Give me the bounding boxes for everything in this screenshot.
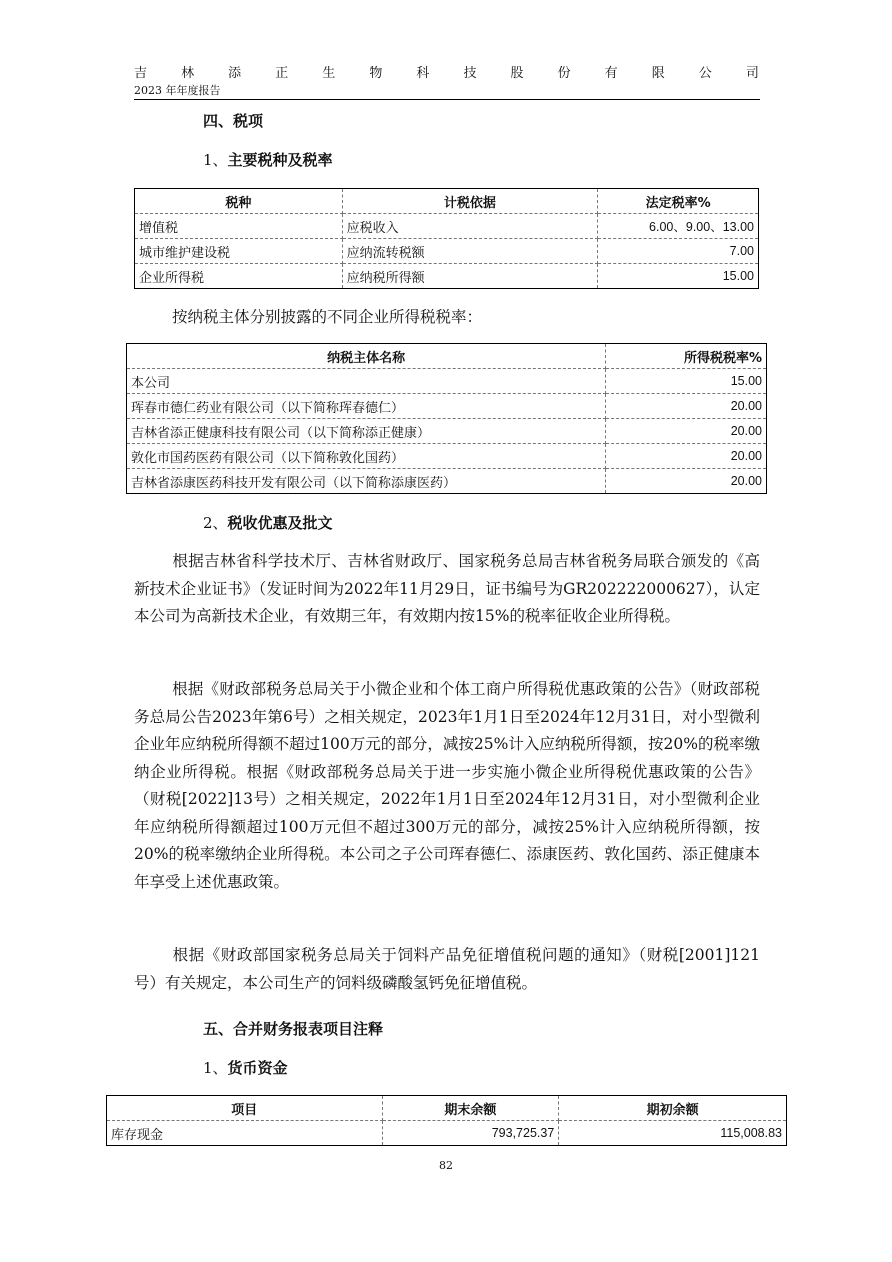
header-char: 正 [275,66,289,81]
table-cell: 115,008.83 [720,1126,782,1140]
table-header-row [135,189,759,214]
paragraph-text: 根据《财政部国家税务总局关于饲料产品免征增值税问题的通知》（财税[2001]121号）有关规定，本公司生产的饲料级磷酸氢钙免征增值税。 [134,946,760,992]
table-cell: 应纳流转税额 [342,239,598,264]
table-header-row [127,344,767,369]
header-char: 林 [181,66,195,81]
paragraph-text: 根据《财政部税务总局关于小微企业和个体工商户所得税优惠政策的公告》（财政部税务总局公告2023年第6号）之相关规定，2023年1月1日至2024年12月31日，对小型微利企业年应纳税所得额不超过100万元的部分，减按25%计入应纳税所得额，按20%的税率缴纳企业所得税。根据《财政部税务总局关于进一步实施小微企业所得税优惠政策的公告》（财税[2022]13号）之相关规定，2022年1月1日至2024年12月31日，对小型微利企业年应纳税所得额超过100万元但不超过300万元的部分，减按25%计入应纳税所得额，按20%的税率缴纳企业所得税。本公司之子公司珲春德仁、添康医药、敦化国药、添正健康本年享受上述优惠政策。 [134,680,760,891]
entity-tax-rate-table [126,343,767,494]
header-char: 限 [651,66,665,81]
table-cell: 6.00、9.00、13.00 [598,214,759,239]
page-number: 82 [439,1159,453,1172]
table-cell: 793,725.37 [382,1121,559,1146]
entity-disclosure-text: 按纳税主体分别披露的不同企业所得税税率： [172,308,483,326]
header-char: 物 [369,66,383,81]
table-cell: 增值税 [135,214,343,239]
table-cell: 应纳税所得额 [342,264,598,289]
header-report-title: 2023 年年度报告 [134,84,221,97]
paragraph-small-enterprise [134,676,760,896]
table-header-row [107,1096,787,1121]
column-header: 期初余额 [559,1096,787,1121]
table-cell: 库存现金 [107,1121,383,1146]
table-cell: 敦化市国药医药有限公司（以下简称敦化国药） [127,444,606,469]
table-cell: 20.00 [730,474,762,488]
column-header: 纳税主体名称 [127,344,606,369]
header-char: 科 [416,66,430,81]
subsection-label: 主要税种及税率 [227,151,333,169]
header-char: 份 [557,66,571,81]
table-cell: 7.00 [598,239,759,264]
table-cell: 20.00 [606,394,767,419]
header-char: 吉 [134,66,148,81]
table-cell: 城市维护建设税 [135,239,343,264]
table-cell: 应税收入 [342,214,598,239]
table-row [127,444,767,469]
table-cell: 20.00 [606,444,767,469]
subsection-number: 1、 [203,1059,228,1077]
header-char: 司 [745,66,759,81]
column-header: 项目 [107,1096,383,1121]
table-row [127,369,767,394]
table-row [135,264,759,289]
header-company-name [134,62,759,81]
table-cell: 15.00 [722,269,754,283]
table-cell: 本公司 [127,369,606,394]
header-char: 股 [510,66,524,81]
tax-rate-table [134,188,759,289]
table-row [135,214,759,239]
paragraph-high-tech [134,548,760,631]
table-cell: 企业所得税 [135,264,343,289]
subsection-title-tax-incentives [203,512,333,533]
subsection-number: 2、 [203,514,228,532]
header-char: 技 [463,66,477,81]
column-header: 法定税率% [598,189,759,214]
header-char: 生 [322,66,336,81]
table-cell: 吉林省添康医药科技开发有限公司（以下简称添康医药） [127,469,606,494]
table-cell: 15.00 [606,369,767,394]
header-char: 公 [698,66,712,81]
column-header: 所得税税率% [606,344,767,369]
paragraph-feed-exemption [134,942,760,997]
table-row [135,239,759,264]
column-header: 期末余额 [382,1096,559,1121]
header-char: 有 [604,66,618,81]
table-cell: 吉林省添正健康科技有限公司（以下简称添正健康） [127,419,606,444]
column-header: 税种 [135,189,343,214]
section-title-notes: 五、合并财务报表项目注释 [203,1020,384,1038]
subsection-label: 税收优惠及批文 [227,514,333,532]
table-cell: 20.00 [606,419,767,444]
table-row [127,419,767,444]
table-row [127,394,767,419]
column-header: 计税依据 [342,189,598,214]
subsection-title-cash [203,1057,288,1078]
paragraph-text: 根据吉林省科学技术厅、吉林省财政厅、国家税务总局吉林省税务局联合颁发的《高新技术企业证书》（发证时间为2022年11月29日，证书编号为GR202222000627），认定本公司为高新技术企业，有效期三年，有效期内按15%的税率征收企业所得税。 [134,552,760,625]
subsection-title-main-taxes [203,149,333,170]
section-title-taxes: 四、税项 [203,112,264,130]
table-row [127,469,767,494]
cash-table [106,1095,787,1146]
table-cell: 珲春市德仁药业有限公司（以下简称珲春德仁） [127,394,606,419]
subsection-label: 货币资金 [227,1059,288,1077]
header-divider [134,99,760,100]
header-char: 添 [228,66,242,81]
table-row [107,1121,787,1146]
subsection-number: 1、 [203,151,228,169]
